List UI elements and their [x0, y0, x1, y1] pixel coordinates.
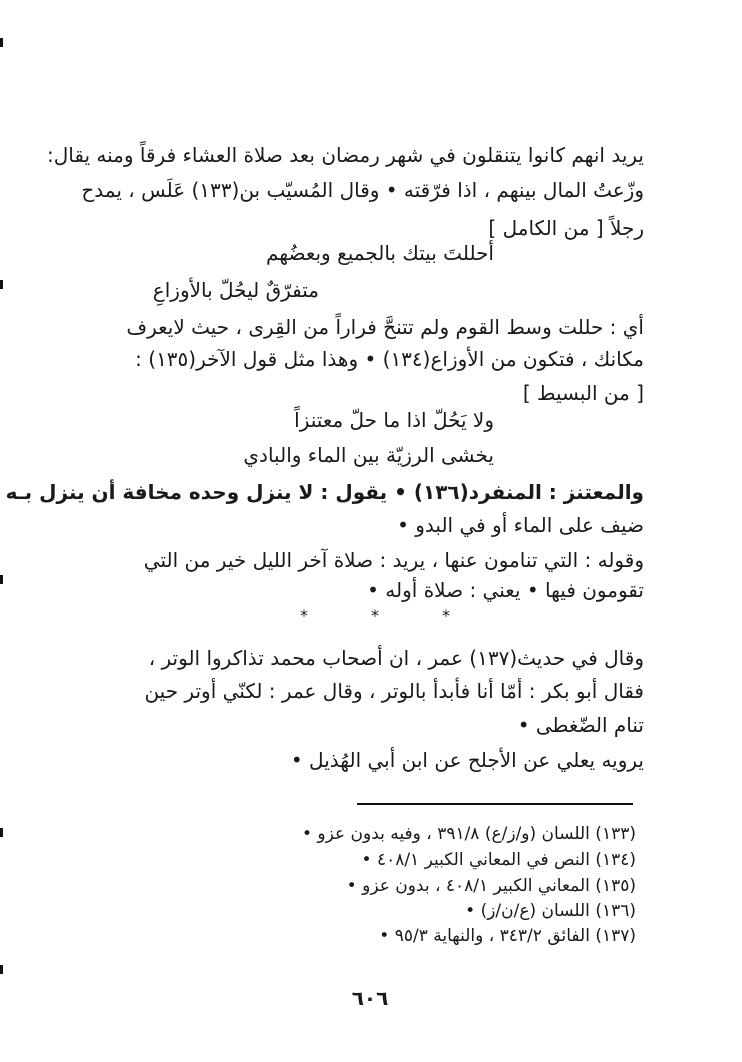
section-separator: [300, 606, 450, 625]
separator-star: *: [371, 606, 379, 625]
scan-edge-mark: [0, 575, 3, 584]
body-line: وقوله : التي تنامون عنها ، يريد : صلاة آخر الليل خير من التي: [143, 548, 644, 572]
separator-star: *: [442, 606, 450, 625]
verse-line: متفرّقٌ ليحُلّ بالأوزاعِ: [152, 278, 319, 302]
body-line: وزّعتُ المال بينهم ، اذا فرّقته • وقال المُسيّب بن(١٣٣) عَلَس ، يمدح: [81, 178, 644, 202]
body-line: يرويه يعلي عن الأجلح عن ابن أبي الهُذيل •: [290, 748, 644, 772]
footnote: (١٣٧) الفائق ٣٤٣/٢ ، والنهاية ٩٥/٣ •: [379, 926, 636, 946]
body-line: تقومون فيها • يعني : صلاة أوله •: [367, 578, 644, 602]
scan-edge-mark: [0, 280, 3, 289]
verse-line: يخشى الرزيّة بين الماء والبادي: [243, 443, 494, 467]
footnote-rule: [357, 803, 633, 805]
scan-edge-mark: [0, 828, 3, 837]
body-line: والمعتنز : المنفرد(١٣٦) • يقول : لا ينزل وحده مخافة أن ينزل بـه: [5, 480, 644, 504]
footnote: (١٣٤) النص في المعاني الكبير ٤٠٨/١ •: [361, 850, 636, 870]
body-line: ضيف على الماء أو في البدو •: [397, 513, 644, 537]
verse-line: أحللتَ بيتك بالجميع وبعضُهم: [265, 241, 494, 265]
body-line: تنام الضّغطى •: [517, 713, 644, 737]
verse-line: ولا يَحُلّ اذا ما حلّ معتنزاً: [294, 408, 494, 432]
body-line: [ من البسيط ]: [522, 381, 644, 405]
body-line: وقال في حديث(١٣٧) عمر ، ان أصحاب محمد تذاكروا الوتر ،: [148, 646, 644, 670]
footnote: (١٣٥) المعاني الكبير ٤٠٨/١ ، بدون عزو •: [346, 876, 636, 896]
footnote: (١٣٣) اللسان (و/ز/ع) ٣٩١/٨ ، وفيه بدون عزو •: [301, 824, 636, 844]
page-number: ٦٠٦: [351, 986, 389, 1010]
scan-edge-mark: [0, 965, 3, 974]
scan-edge-mark: [0, 38, 3, 47]
footnote: (١٣٦) اللسان (ع/ن/ز) •: [465, 901, 636, 921]
separator-star: *: [300, 606, 308, 625]
body-line: رجلاً [ من الكامل ]: [488, 216, 644, 240]
body-line: مكانك ، فتكون من الأوزاع(١٣٤) • وهذا مثل قول الآخر(١٣٥) :: [135, 347, 644, 371]
body-line: فقال أبو بكر : أمّا أنا فأبدأ بالوتر ، وقال عمر : لكنّي أوتر حين: [144, 679, 644, 703]
body-line: أي : حللت وسط القوم ولم تتنحَّ فراراً من القِرى ، حيث لايعرف: [126, 315, 644, 339]
body-line: يريد انهم كانوا يتنقلون في شهر رمضان بعد صلاة العشاء فرقاً ومنه يقال:: [47, 143, 644, 167]
